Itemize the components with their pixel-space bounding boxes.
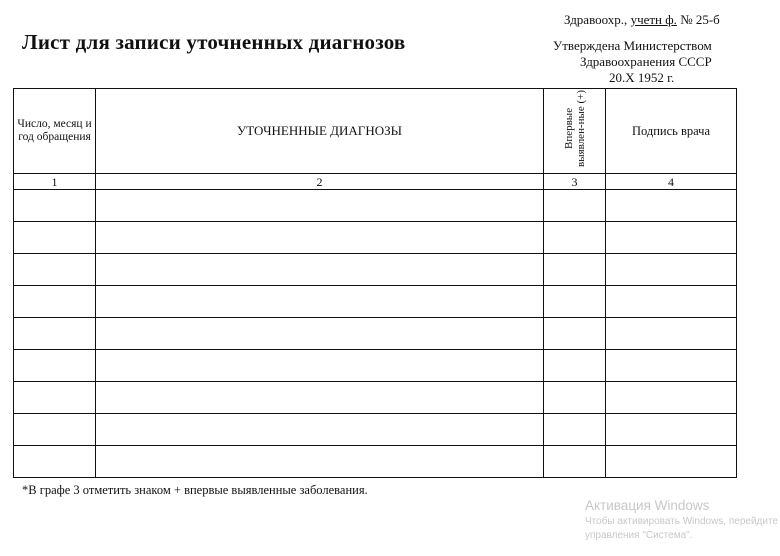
date-cell	[14, 318, 96, 350]
windows-activation-watermark-title: Активация Windows	[585, 498, 710, 513]
approval-note	[553, 38, 712, 86]
column-header-diagnoses: УТОЧНЕННЫЕ ДИАГНОЗЫ	[96, 89, 544, 174]
date-cell	[14, 286, 96, 318]
signature-cell	[606, 318, 737, 350]
signature-cell	[606, 414, 737, 446]
diagnosis-table	[13, 88, 737, 478]
column-header-first-detected: Впервые выявлен-ные (+)	[544, 89, 606, 174]
diagnosis-cell	[96, 254, 544, 286]
table-row	[14, 318, 737, 350]
signature-cell	[606, 254, 737, 286]
column-number-row	[14, 174, 737, 190]
first-detected-cell	[544, 446, 606, 478]
column-number: 2	[96, 174, 544, 190]
date-cell	[14, 446, 96, 478]
diagnosis-cell	[96, 286, 544, 318]
table-row	[14, 446, 737, 478]
table-row	[14, 254, 737, 286]
column-header-doctor-signature: Подпись врача	[606, 89, 737, 174]
form-code-suffix: № 25-б	[676, 12, 720, 27]
first-detected-cell	[544, 190, 606, 222]
first-detected-cell	[544, 222, 606, 254]
form-code-prefix: Здравоохр.,	[564, 12, 631, 27]
column-header-date: Число, месяц и год обращения	[14, 89, 96, 174]
table-row	[14, 222, 737, 254]
diagnosis-cell	[96, 446, 544, 478]
table-row	[14, 414, 737, 446]
signature-cell	[606, 222, 737, 254]
approval-line-1: Утверждена Министерством	[553, 38, 712, 53]
table-row	[14, 286, 737, 318]
footnote: *В графе 3 отметить знаком + впервые выявленные заболевания.	[22, 483, 368, 497]
column-number: 4	[606, 174, 737, 190]
table-header-row	[14, 89, 737, 174]
date-cell	[14, 222, 96, 254]
page-title: Лист для записи уточненных диагнозов	[22, 30, 406, 54]
signature-cell	[606, 286, 737, 318]
diagnosis-cell	[96, 190, 544, 222]
approval-line-2: Здравоохранения СССР	[580, 54, 712, 69]
first-detected-cell	[544, 254, 606, 286]
diagnosis-cell	[96, 222, 544, 254]
date-cell	[14, 382, 96, 414]
signature-cell	[606, 350, 737, 382]
date-cell	[14, 414, 96, 446]
diagnosis-cell	[96, 318, 544, 350]
windows-activation-watermark-line: управления "Система".	[585, 530, 693, 541]
date-cell	[14, 254, 96, 286]
table-row	[14, 382, 737, 414]
form-code-underlined: учетн ф.	[630, 12, 677, 27]
first-detected-cell	[544, 414, 606, 446]
column-number: 3	[544, 174, 606, 190]
approval-line-3: 20.Х 1952 г.	[609, 70, 675, 85]
first-detected-cell	[544, 350, 606, 382]
windows-activation-watermark-line: Чтобы активировать Windows, перейдите	[585, 516, 778, 527]
first-detected-cell	[544, 382, 606, 414]
column-number: 1	[14, 174, 96, 190]
first-detected-cell	[544, 286, 606, 318]
signature-cell	[606, 190, 737, 222]
form-code	[564, 12, 720, 28]
first-detected-cell	[544, 318, 606, 350]
signature-cell	[606, 446, 737, 478]
signature-cell	[606, 382, 737, 414]
table-row	[14, 190, 737, 222]
diagnosis-cell	[96, 382, 544, 414]
date-cell	[14, 350, 96, 382]
diagnosis-cell	[96, 414, 544, 446]
diagnosis-cell	[96, 350, 544, 382]
date-cell	[14, 190, 96, 222]
table-row	[14, 350, 737, 382]
